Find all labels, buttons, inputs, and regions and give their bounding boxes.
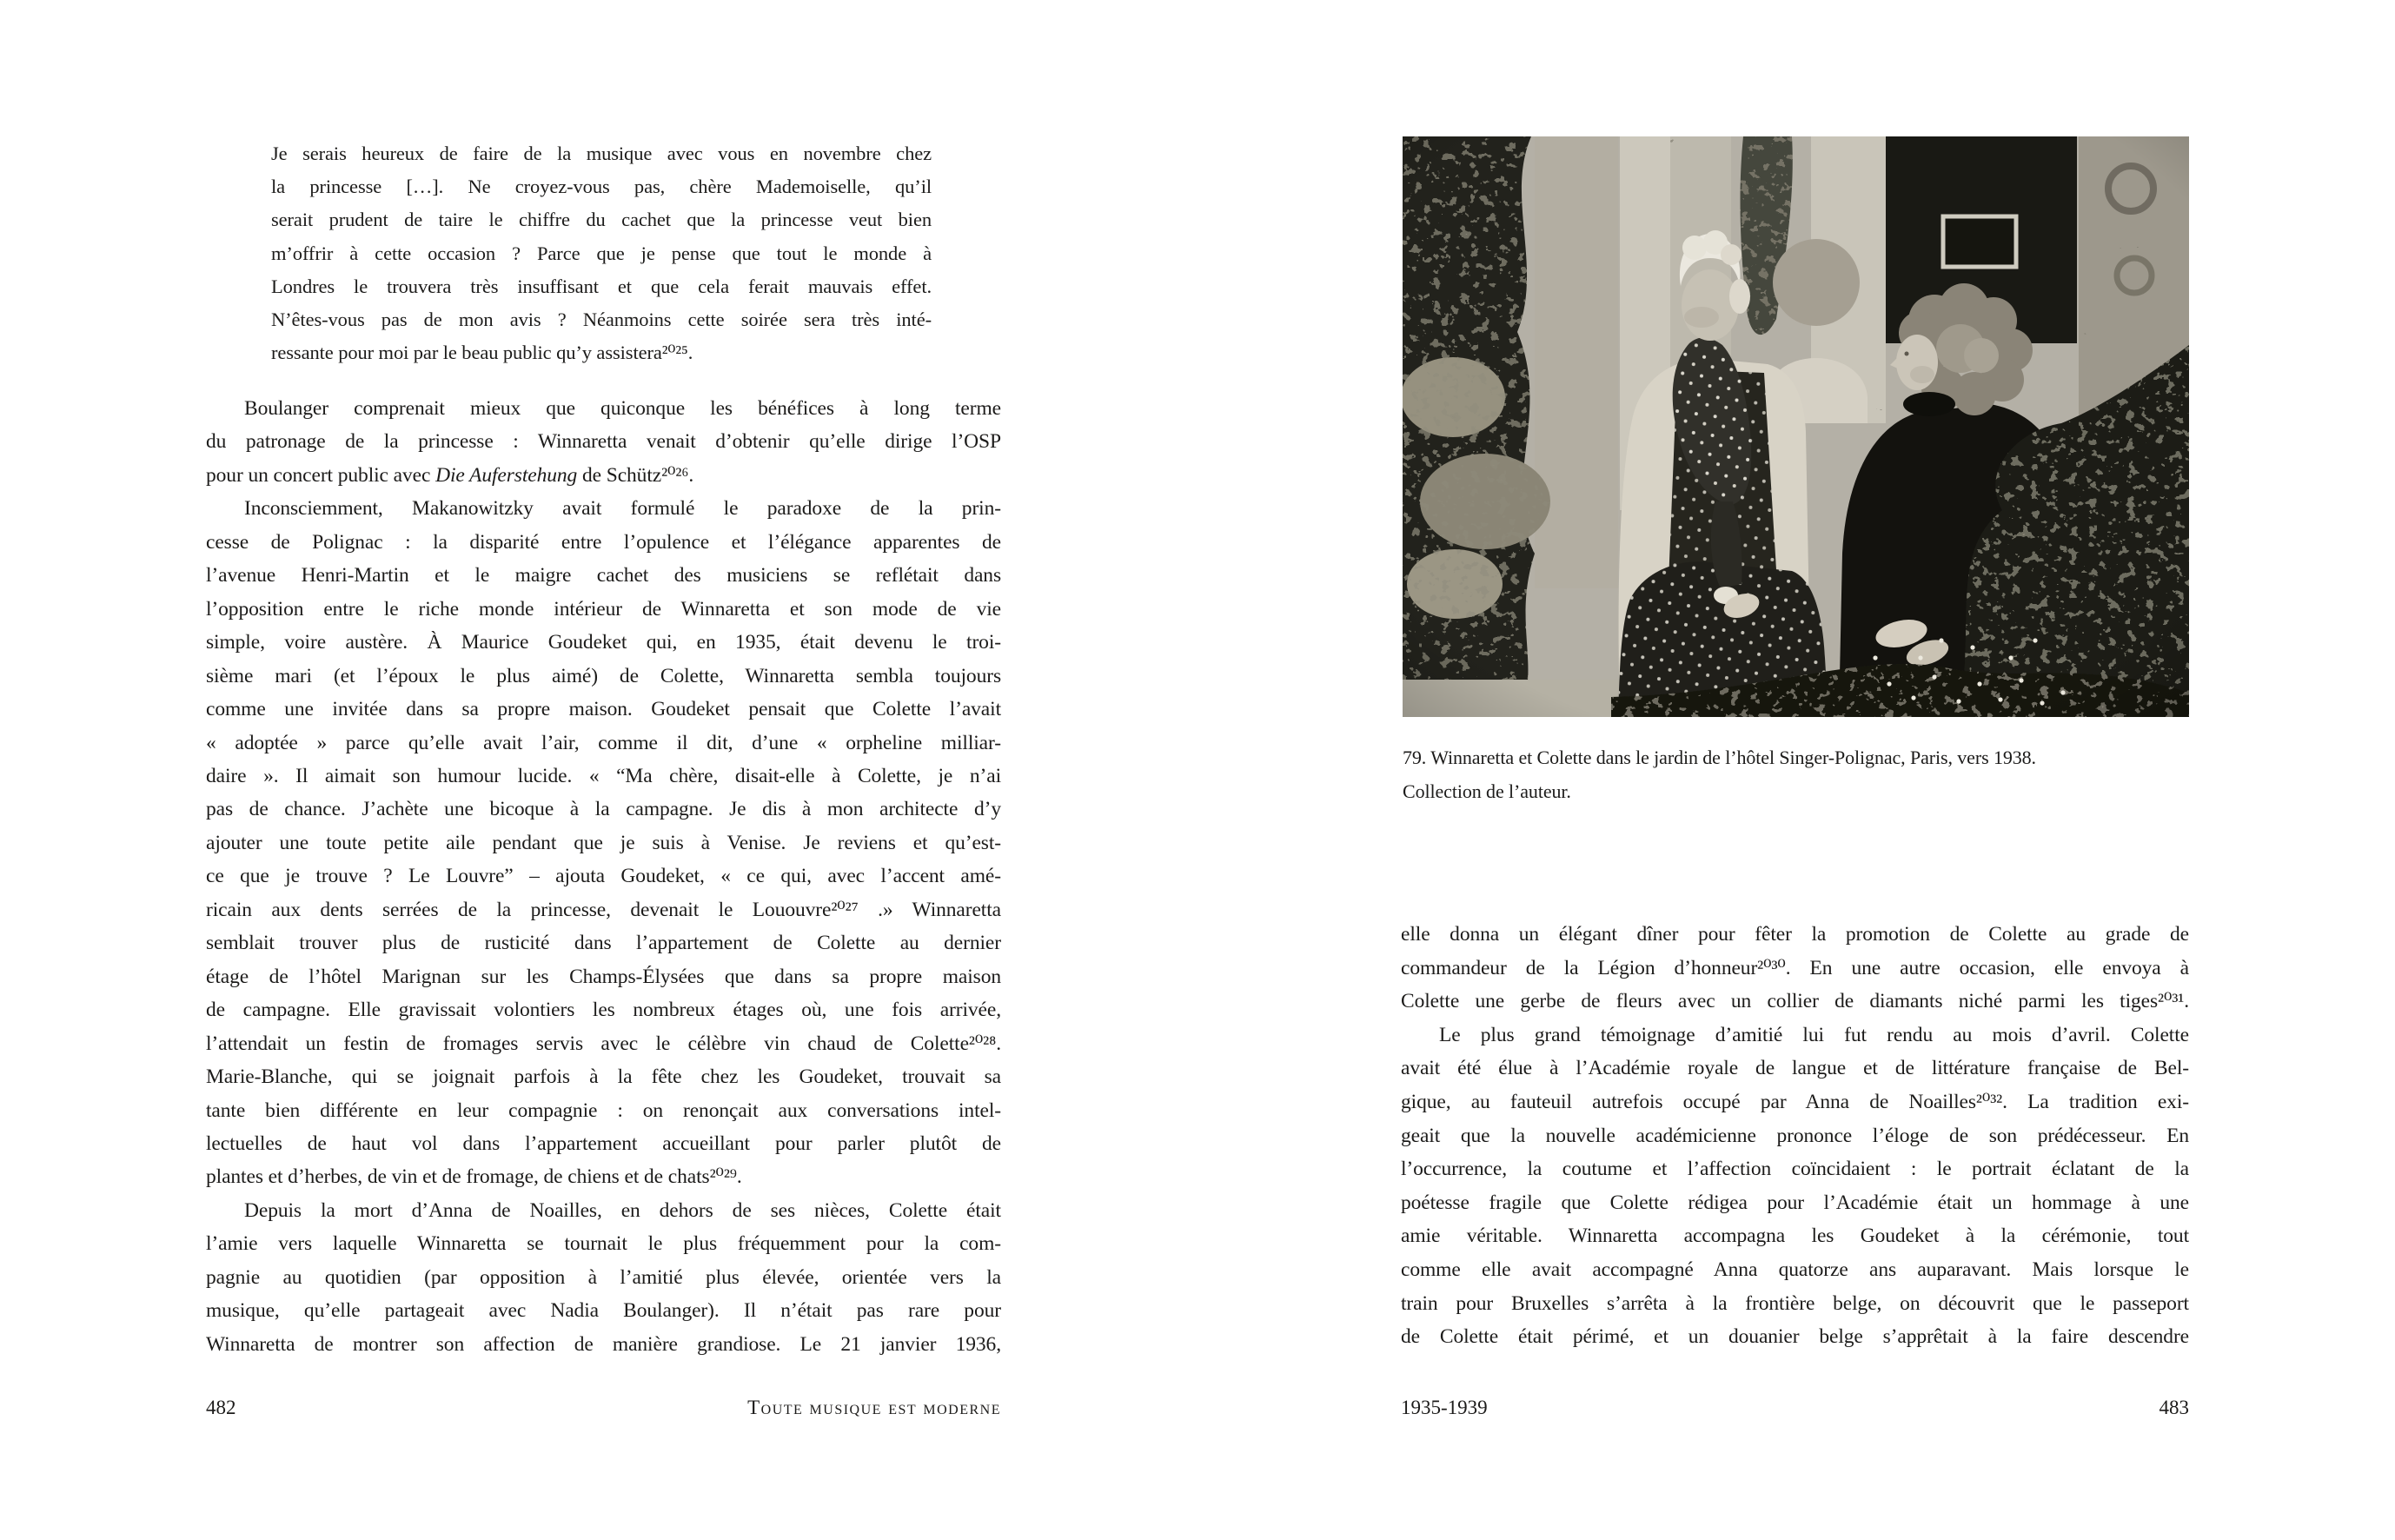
caption-line: 79. Winnaretta et Colette dans le jardin de l’hôtel Singer-Polignac, Paris, vers 1938. — [1403, 747, 2036, 768]
body-line: l’occurrence, la coutume et l’affection coïncidaient : le portrait éclatant de la — [1401, 1158, 2189, 1181]
quote-line: N’êtes-vous pas de mon avis ? Néanmoins cette soirée sera très inté- — [271, 309, 932, 331]
block-quote — [271, 137, 932, 369]
body-line: plantes et d’herbes, de vin et de fromage, de chiens et de chats²⁰²⁹. — [206, 1165, 742, 1189]
body-line: Inconsciemment, Makanowitzky avait formulé le paradoxe de la prin- — [244, 497, 1001, 521]
body-line: comme une invitée dans sa propre maison. Goudeket pensait que Colette l’avait — [206, 698, 1001, 721]
running-title: Toute musique est moderne — [747, 1397, 1001, 1418]
left-body-text — [206, 392, 1001, 1361]
body-line: pas de chance. J’achète une bicoque à la campagne. Je dis à mon architecte d’y — [206, 798, 1001, 821]
quote-line: Je serais heureux de faire de la musique avec vous en novembre chez — [271, 143, 932, 164]
body-line: l’opposition entre le riche monde intérieur de Winnaretta et son mode de vie — [206, 597, 1001, 621]
body-line: du patronage de la princesse : Winnaretta venait d’obtenir qu’elle dirige l’OSP — [206, 430, 1001, 454]
quote-line: serait prudent de taire le chiffre du cachet que la princesse veut bien — [271, 209, 932, 231]
quote-line: ressante pour moi par le beau public qu’y assistera²⁰²⁵. — [271, 342, 693, 364]
body-line: « adoptée » parce qu’elle avait l’air, comme il dit, d’une « orpheline milliar- — [206, 731, 1001, 754]
right-page-footer — [1401, 1397, 2189, 1419]
body-line: ce que je trouve ? Le Louvre” – ajouta Goudeket, « ce qui, avec l’accent amé- — [206, 865, 1001, 888]
body-line: étage de l’hôtel Marignan sur les Champs-Élysées que dans sa propre maison — [206, 965, 1001, 988]
garden-photo-illustration — [1403, 136, 2189, 717]
body-line: lectuelles de haut vol dans l’appartement accueillant pour parler plutôt de — [206, 1132, 1001, 1155]
body-line — [206, 459, 1001, 492]
body-line: commandeur de la Légion d’honneur²⁰³⁰. En une autre occasion, elle envoya à — [1401, 956, 2189, 979]
photo-caption — [1403, 740, 2189, 808]
body-line: Marie-Blanche, qui se joignait parfois à la fête chez les Goudeket, trouvait sa — [206, 1065, 1001, 1089]
body-line: l’amie vers laquelle Winnaretta se tournait le plus fréquemment pour la com- — [206, 1232, 1001, 1256]
italic-title: Die Auferstehung — [435, 463, 578, 487]
body-line: Colette une gerbe de fleurs avec un collier de diamants niché parmi les tiges²⁰³¹. — [1401, 990, 2189, 1013]
body-line: comme elle avait accompagné Anna quatorze ans auparavant. Mais lorsque le — [1401, 1258, 2189, 1281]
body-line: gique, au fauteuil autrefois occupé par Anna de Noailles²⁰³². La tradition exi- — [1401, 1090, 2189, 1113]
body-line: poétesse fragile que Colette rédigea pour l’Académie était un hommage à une — [1401, 1191, 2189, 1214]
body-line: musique, qu’elle partageait avec Nadia Boulanger). Il n’était pas rare pour — [206, 1299, 1001, 1323]
body-line-segment: pour un concert public avec — [206, 463, 436, 487]
quote-line: Londres le trouvera très insuffisant et que cela ferait mauvais effet. — [271, 275, 932, 297]
body-line: ricain aux dents serrées de la princesse, devenait le Lououvre²⁰²⁷ .» Winnaretta — [206, 898, 1001, 921]
body-line: sième mari (et l’époux le plus aimé) de Colette, Winnaretta sembla toujours — [206, 664, 1001, 687]
photo-winnaretta-colette — [1403, 136, 2189, 717]
body-line: Le plus grand témoignage d’amitié lui fut rendu au mois d’avril. Colette — [1439, 1023, 2189, 1046]
body-line: de campagne. Elle gravissait volontiers les nombreux étages où, une fois arrivée, — [206, 999, 1001, 1022]
page-number: 483 — [2159, 1397, 2189, 1418]
body-line-segment: de Schütz²⁰²⁶. — [577, 463, 694, 487]
quote-line: la princesse […]. Ne croyez-vous pas, chère Mademoiselle, qu’il — [271, 176, 932, 198]
body-line: l’avenue Henri-Martin et le maigre cachet des musiciens se reflétait dans — [206, 564, 1001, 587]
body-line: geait que la nouvelle académicienne prononce l’éloge de son prédécesseur. En — [1401, 1124, 2189, 1147]
body-line: tante bien différente en leur compagnie : on renonçait aux conversations intel- — [206, 1099, 1001, 1122]
page-number: 482 — [206, 1397, 236, 1418]
body-line: avait été élue à l’Académie royale de langue et de littérature française de Bel- — [1401, 1057, 2189, 1080]
body-line: elle donna un élégant dîner pour fêter la promotion de Colette au grade de — [1401, 923, 2189, 946]
running-title: 1935-1939 — [1401, 1397, 1488, 1418]
caption-line: Collection de l’auteur. — [1403, 780, 1571, 802]
body-line: semblait trouver plus de rusticité dans l’appartement de Colette au dernier — [206, 932, 1001, 955]
body-line: amie véritable. Winnaretta accompagna les Goudeket à la cérémonie, tout — [1401, 1225, 2189, 1248]
body-line: cesse de Polignac : la disparité entre l’opulence et l’élégance apparentes de — [206, 530, 1001, 554]
body-line: Depuis la mort d’Anna de Noailles, en dehors de ses nièces, Colette était — [244, 1198, 1001, 1222]
body-line: simple, voire austère. À Maurice Goudeket qui, en 1935, était devenu le troi- — [206, 631, 1001, 654]
body-line: train pour Bruxelles s’arrêta à la frontière belge, on découvrit que le passeport — [1401, 1291, 2189, 1315]
body-line: ajouter une toute petite aile pendant que je suis à Venise. Je reviens et qu’est- — [206, 831, 1001, 854]
body-line: Winnaretta de montrer son affection de manière grandiose. Le 21 janvier 1936, — [206, 1332, 1001, 1356]
body-line: Boulanger comprenait mieux que quiconque les bénéfices à long terme — [244, 397, 1001, 420]
body-line: de Colette était périmé, et un douanier belge s’apprêtait à la faire descendre — [1401, 1325, 2189, 1349]
left-page-footer — [206, 1397, 1001, 1419]
right-body-text — [1401, 918, 2189, 1354]
body-line: l’attendait un festin de fromages servis avec le célèbre vin chaud de Colette²⁰²⁸. — [206, 1032, 1001, 1055]
quote-line: m’offrir à cette occasion ? Parce que je pense que tout le monde à — [271, 242, 932, 264]
body-line: daire ». Il aimait son humour lucide. « “Ma chère, disait-elle à Colette, je n’ai — [206, 764, 1001, 787]
body-line: pagnie au quotidien (par opposition à l’amitié plus élevée, orientée vers la — [206, 1265, 1001, 1289]
